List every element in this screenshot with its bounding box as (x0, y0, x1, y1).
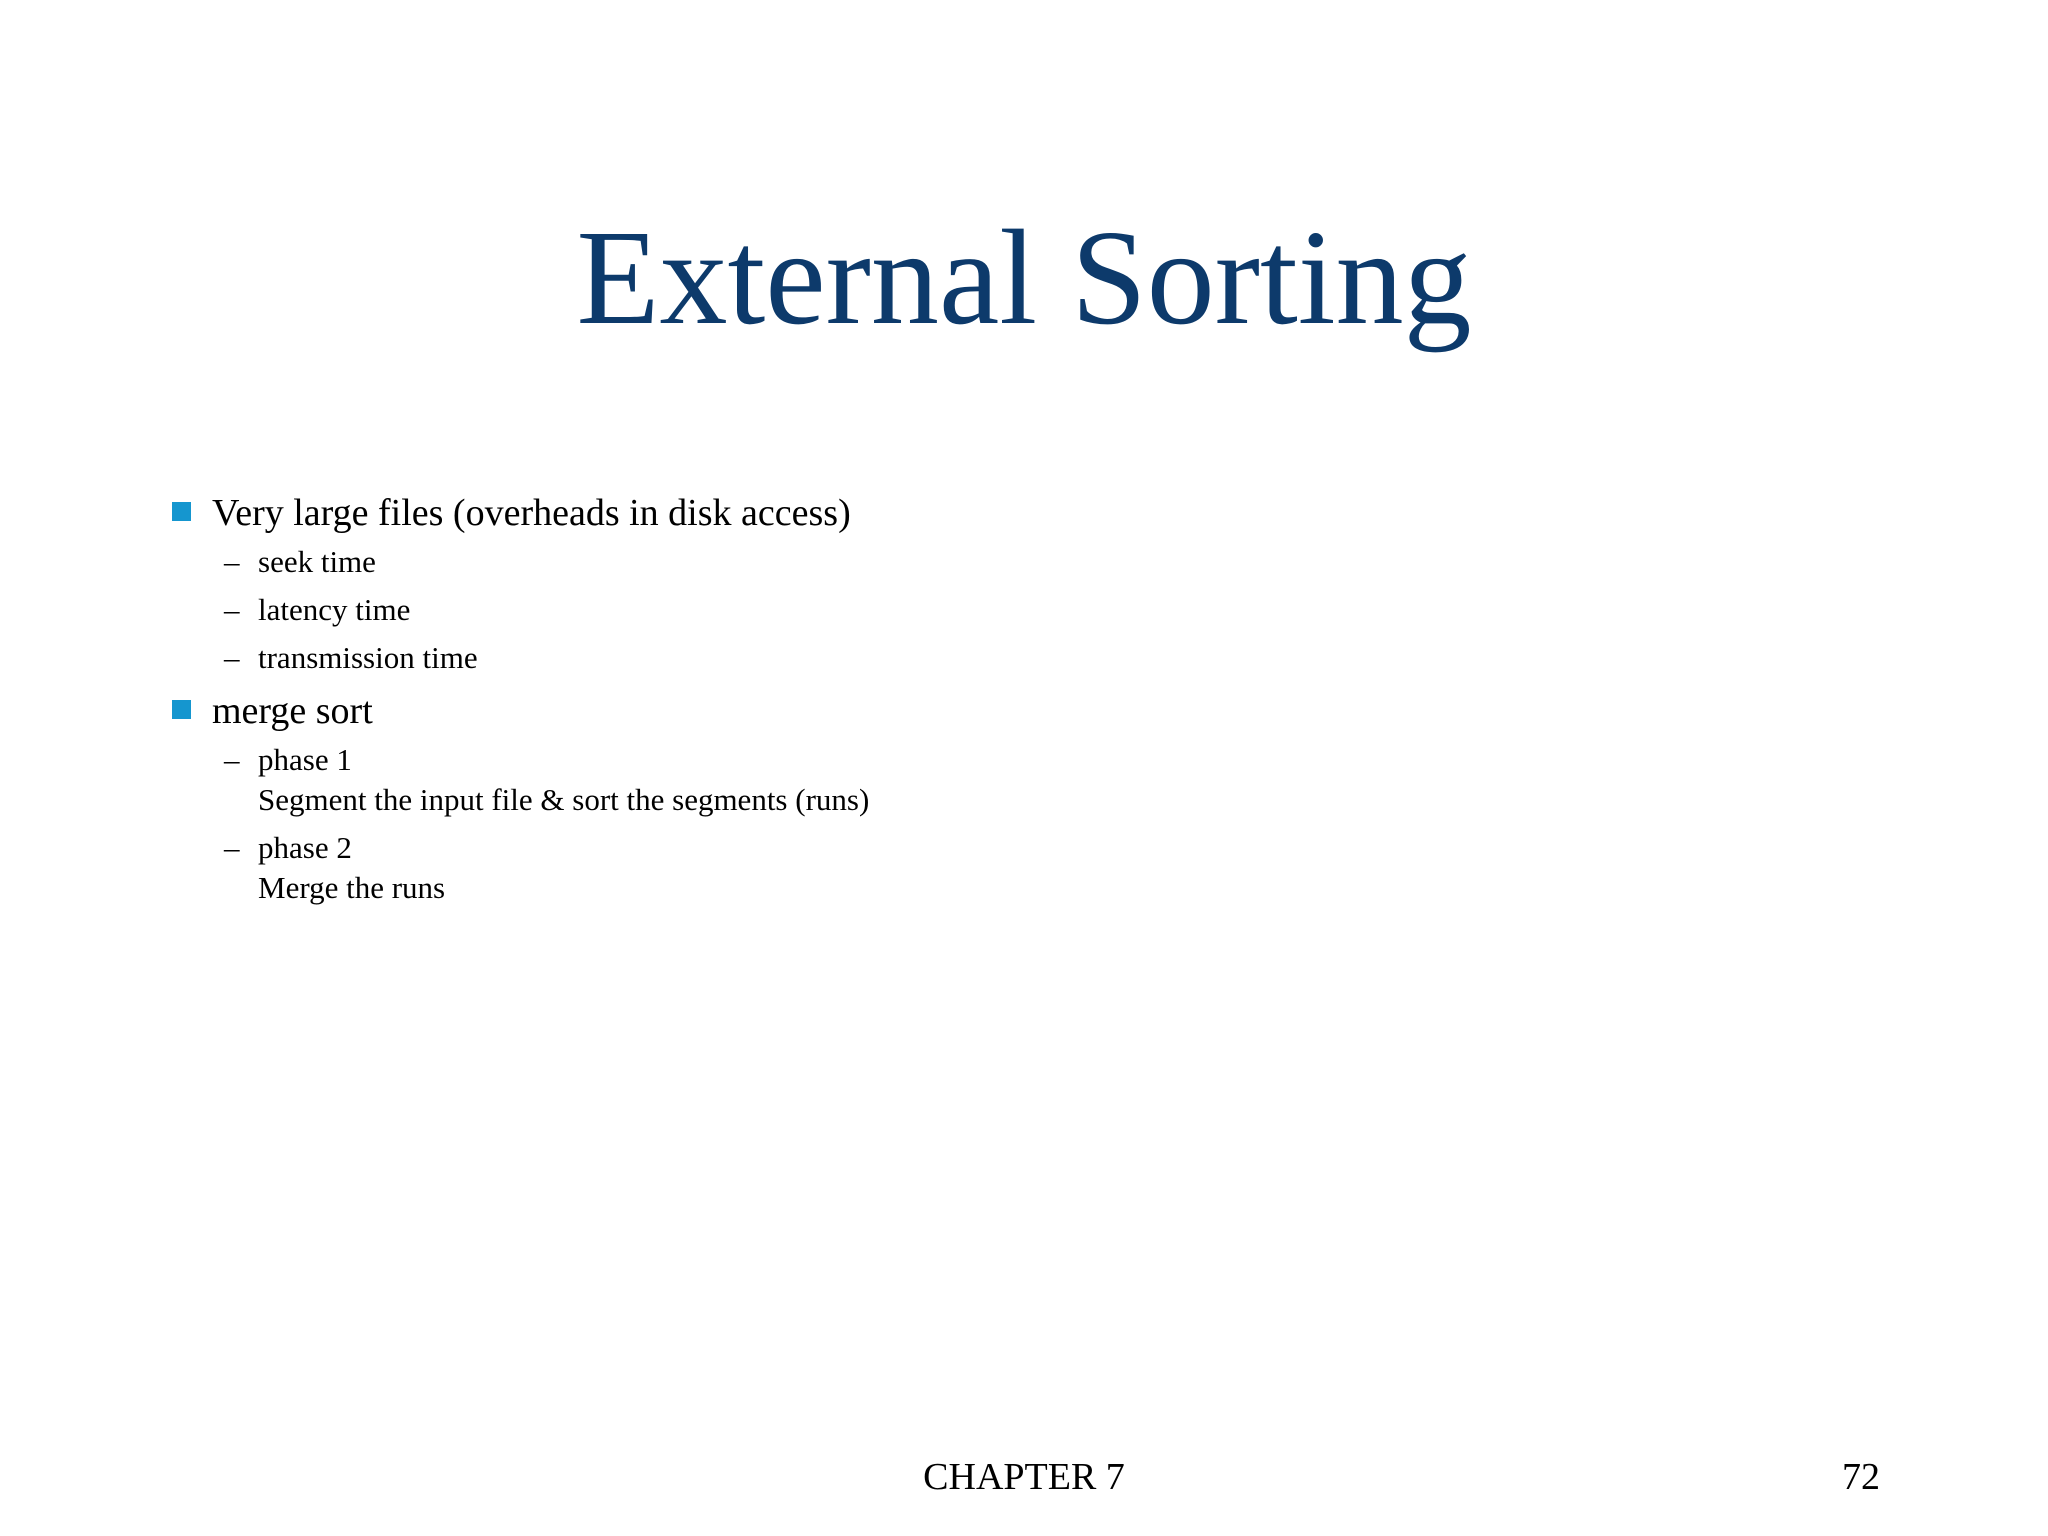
dash-bullet-icon: – (224, 742, 240, 777)
bullet-text: Very large files (overheads in disk access) (212, 492, 851, 534)
sub-item-text: phase 1 (258, 742, 352, 777)
square-bullet-icon (172, 502, 191, 521)
sub-item-text: seek time (258, 544, 376, 579)
slide-title: External Sorting (576, 203, 1472, 353)
bullet-text: merge sort (212, 690, 373, 732)
sub-item-detail: Merge the runs (258, 870, 446, 905)
footer-chapter: CHAPTER 7 (923, 1456, 1125, 1498)
slide-content (172, 488, 1872, 916)
dash-bullet-icon: – (224, 640, 240, 675)
dash-bullet-icon: – (224, 830, 240, 865)
sub-list (172, 542, 1872, 678)
sub-item (224, 828, 1872, 908)
square-bullet-icon (172, 700, 191, 719)
sub-item (224, 740, 1872, 820)
sub-item (224, 542, 1872, 582)
dash-bullet-icon: – (224, 592, 240, 627)
sub-list (172, 740, 1872, 908)
sub-item-text: phase 2 (258, 830, 352, 865)
sub-item-detail: Segment the input file & sort the segments (runs) (258, 782, 870, 817)
sub-item-text: latency time (258, 592, 411, 627)
sub-item (224, 638, 1872, 678)
sub-item-text: transmission time (258, 640, 478, 675)
bullet-item (172, 686, 1872, 736)
bullet-item (172, 488, 1872, 538)
sub-item (224, 590, 1872, 630)
page-number: 72 (1842, 1456, 1880, 1498)
dash-bullet-icon: – (224, 544, 240, 579)
